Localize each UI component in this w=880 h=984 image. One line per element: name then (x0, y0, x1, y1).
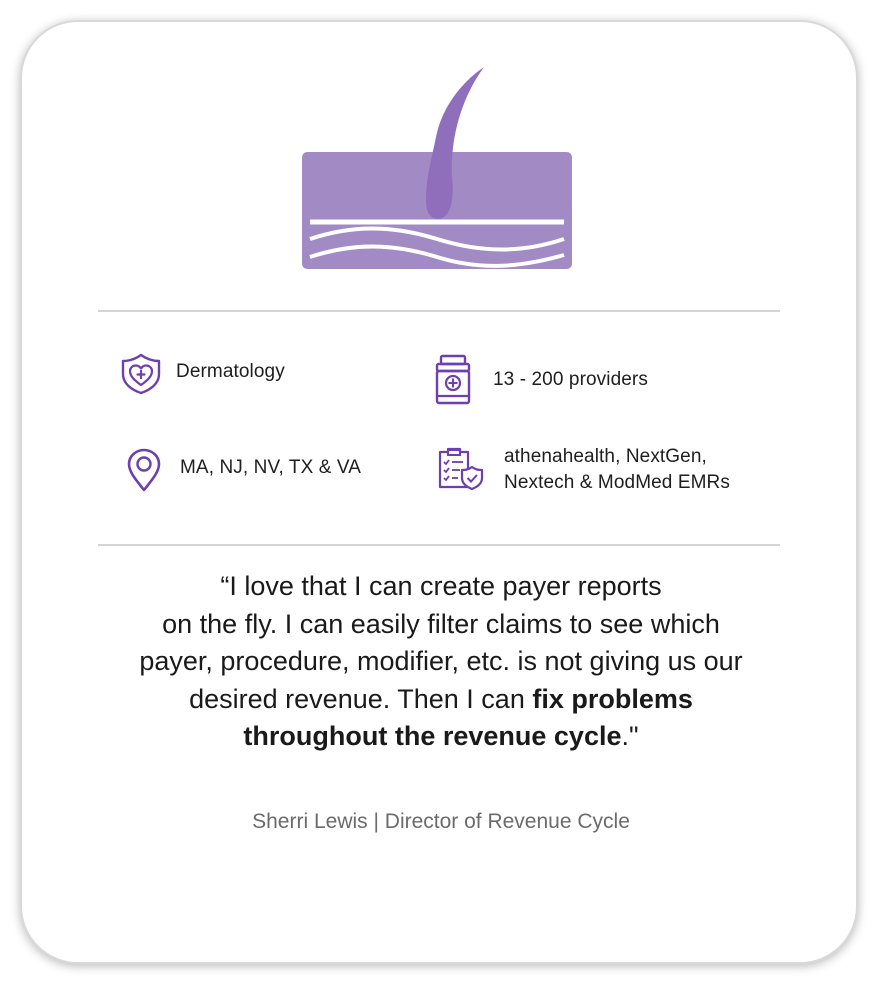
quote-line-4 (82, 681, 800, 719)
quote-line-5 (82, 718, 800, 756)
quote-line-2: on the fly. I can easily filter claims to see which (162, 608, 720, 639)
medicine-bottle-icon (433, 354, 473, 406)
providers-label: 13 - 200 providers (493, 369, 648, 390)
stat-emr (434, 444, 730, 496)
divider-bottom (98, 544, 780, 546)
emr-label-line2: Nextech & ModMed EMRs (504, 472, 730, 493)
quote-line-4-text: desired revenue. Then I can (189, 683, 533, 714)
emr-label (504, 444, 730, 496)
quote-line-4-bold: fix problems (532, 683, 693, 714)
quote-line-1: “I love that I can create payer reports (220, 571, 662, 601)
quote-line-3: payer, procedure, modifier, etc. is not giving us our (139, 646, 743, 677)
locations-label: MA, NJ, NV, TX & VA (180, 457, 362, 478)
divider-top (98, 310, 780, 312)
quote-line-5-bold: throughout the revenue cycle (243, 721, 622, 752)
stat-providers (433, 354, 648, 406)
clipboard-shield-icon (434, 447, 484, 493)
quote-attribution: Sherri Lewis | Director of Revenue Cycle (252, 810, 630, 833)
emr-label-line1: athenahealth, NextGen, (504, 446, 707, 467)
testimonial-quote (82, 568, 800, 756)
case-study-card (20, 20, 858, 964)
quote-line-5-end: ." (621, 721, 639, 752)
location-pin-icon (126, 448, 162, 492)
stat-locations (126, 448, 361, 492)
hair-follicle-skin-icon (302, 67, 572, 269)
stat-specialty (120, 352, 285, 396)
shield-heart-icon (120, 352, 162, 396)
specialty-label: Dermatology (176, 361, 285, 382)
